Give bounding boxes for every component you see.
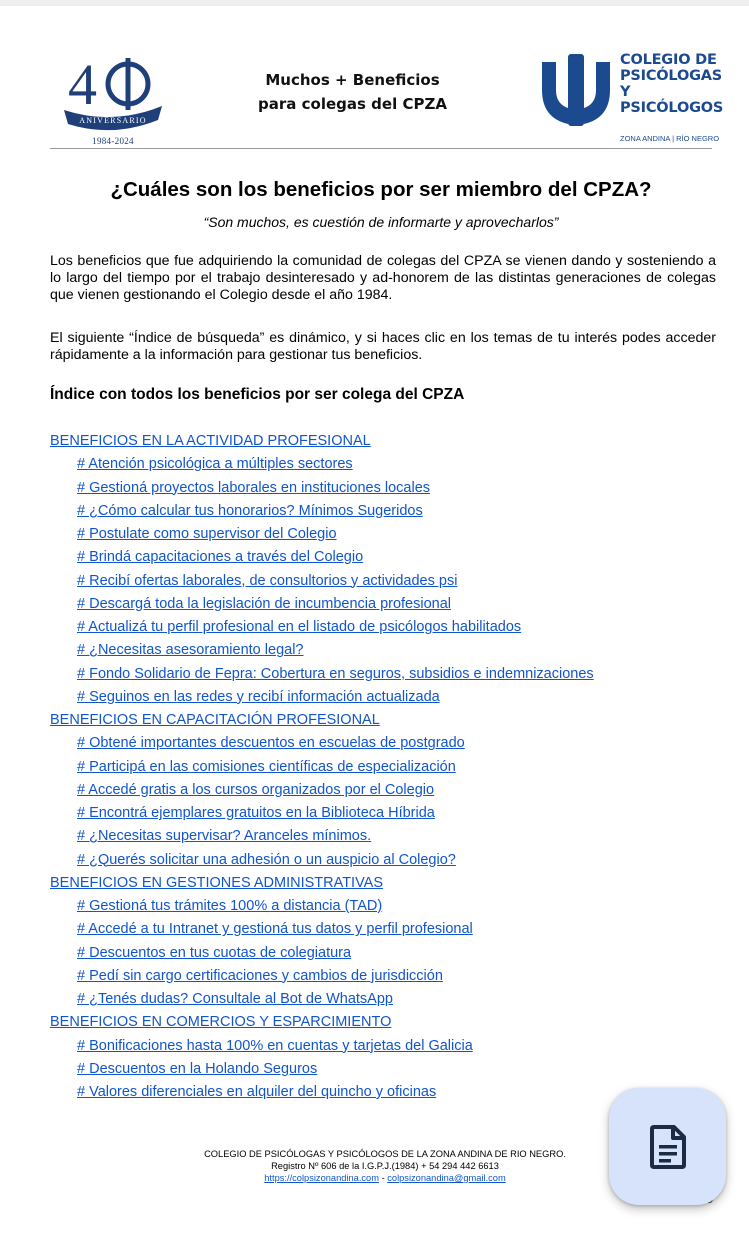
- footer-email-link[interactable]: colpsizonandina@gmail.com: [387, 1173, 506, 1183]
- toc-item[interactable]: # Participá en las comisiones científicas de especialización: [77, 758, 456, 775]
- table-of-contents: [50, 430, 730, 1104]
- anniversary-logo: [58, 44, 168, 154]
- org-logo-line1: COLEGIO DE: [620, 52, 717, 68]
- anniversary-number-4: 4: [68, 52, 97, 117]
- toc-item[interactable]: # ¿Necesitas asesoramiento legal?: [77, 642, 304, 659]
- toc-item[interactable]: # Brindá capacitaciones a través del Colegio: [77, 549, 364, 566]
- toc-item[interactable]: # Seguinos en las redes y recibí información actualizada: [77, 688, 440, 705]
- org-logo-line2: PSICÓLOGAS: [620, 68, 723, 84]
- toc-item[interactable]: # ¿Tenés dudas? Consultale al Bot de WhatsApp: [77, 991, 393, 1007]
- toc-item[interactable]: # ¿Necesitas supervisar? Aranceles mínimos.: [77, 828, 372, 845]
- org-logo-sub: ZONA ANDINA | RÍO NEGRO: [620, 134, 720, 143]
- index-title: Índice con todos los beneficios por ser colega del CPZA: [50, 386, 465, 403]
- toc-section-actividad[interactable]: BENEFICIOS EN LA ACTIVIDAD PROFESIONAL: [50, 433, 371, 449]
- top-bar: [0, 0, 749, 6]
- toc-section-capacitacion[interactable]: BENEFICIOS EN CAPACITACIÓN PROFESIONAL: [50, 712, 380, 728]
- toc-item[interactable]: # Encontrá ejemplares gratuitos en la Biblioteca Híbrida: [77, 805, 435, 821]
- page-subtitle: “Son muchos, es cuestión de informarte y aprovecharlos”: [203, 214, 559, 230]
- toc-item[interactable]: # Recibí ofertas laborales, de consultorios y actividades psi: [77, 572, 458, 589]
- toc-item[interactable]: # Accedé gratis a los cursos organizados por el Colegio: [77, 781, 435, 798]
- footer-line3: [150, 1172, 620, 1184]
- org-logo: [540, 50, 730, 150]
- footer-line1: COLEGIO DE PSICÓLOGAS Y PSICÓLOGOS DE LA ZONA ANDINA DE RIO NEGRO.: [204, 1149, 566, 1159]
- toc-item[interactable]: # Postulate como supervisor del Colegio: [77, 526, 337, 542]
- toc-item[interactable]: # Descargá toda la legislación de incumbencia profesional: [77, 595, 452, 612]
- toc-item[interactable]: # Atención psicológica a múltiples sectores: [77, 456, 353, 473]
- document-footer: [150, 1148, 620, 1184]
- header-title-line2: para colegas del CPZA: [258, 95, 447, 113]
- toc-item[interactable]: # Valores diferenciales en alquiler del quincho y oficinas: [77, 1084, 437, 1100]
- index-description: El siguiente “Índice de búsqueda” es dinámico, y si haces clic en los temas de tu interés podes acceder rápidamente a la información para gestionar tus beneficios.: [50, 330, 716, 363]
- anniversary-years: 1984-2024: [92, 136, 134, 146]
- anniversary-ribbon: ANIVERSARIO: [79, 116, 147, 125]
- toc-item[interactable]: # Actualizá tu perfil profesional en el listado de psicólogos habilitados: [77, 619, 522, 635]
- toc-item[interactable]: # Obtené importantes descuentos en escuelas de postgrado: [77, 735, 465, 752]
- document-header: [0, 30, 749, 148]
- psi-logo-icon: [540, 54, 612, 126]
- toc-item[interactable]: # Fondo Solidario de Fepra: Cobertura en seguros, subsidios e indemnizaciones: [77, 665, 594, 682]
- org-logo-line3: Y PSICÓLOGOS: [620, 84, 724, 116]
- footer-website-link[interactable]: https://colpsizonandina.com: [264, 1173, 379, 1183]
- toc-section-comercios[interactable]: BENEFICIOS EN COMERCIOS Y ESPARCIMIENTO: [50, 1014, 392, 1031]
- footer-line2: Registro Nº 606 de la I.G.P.J.(1984) + 54 294 442 6613: [271, 1161, 499, 1171]
- toc-item[interactable]: # Accedé a tu Intranet y gestioná tus datos y perfil profesional: [77, 921, 473, 938]
- document-icon: [650, 1125, 686, 1169]
- org-logo-text: [620, 52, 730, 116]
- toc-item[interactable]: # Bonificaciones hasta 100% en cuentas y tarjetas del Galicia: [77, 1037, 473, 1054]
- document-fab-button[interactable]: [609, 1088, 726, 1205]
- toc-section-gestiones[interactable]: BENEFICIOS EN GESTIONES ADMINISTRATIVAS: [50, 874, 384, 891]
- toc-item[interactable]: # Gestioná tus trámites 100% a distancia (TAD): [77, 898, 383, 914]
- toc-item[interactable]: # Pedí sin cargo certificaciones y cambios de jurisdicción: [77, 967, 443, 984]
- page-title: ¿Cuáles son los beneficios por ser miembro del CPZA?: [110, 178, 652, 201]
- header-title-line1: Muchos + Beneficios: [265, 71, 440, 89]
- toc-item[interactable]: # Descuentos en tus cuotas de colegiatura: [77, 944, 352, 961]
- header-divider: [50, 148, 712, 149]
- toc-item[interactable]: # Gestioná proyectos laborales en instituciones locales: [77, 479, 431, 496]
- footer-separator: -: [378, 1173, 388, 1183]
- intro-paragraph: Los beneficios que fue adquiriendo la comunidad de colegas del CPZA se vienen dando y sosteniendo a lo largo del tiempo por el trabajo desinteresado y ad-honorem de las distintas generaciones de colegas que vienen gestionando el Colegio desde el año 1984.: [50, 253, 716, 303]
- toc-item[interactable]: # ¿Querés solicitar una adhesión o un auspicio al Colegio?: [77, 851, 456, 868]
- toc-item[interactable]: # Descuentos en la Holando Seguros: [77, 1060, 318, 1077]
- toc-item[interactable]: # ¿Cómo calcular tus honorarios? Mínimos Sugeridos: [77, 502, 423, 519]
- header-title: [230, 68, 475, 116]
